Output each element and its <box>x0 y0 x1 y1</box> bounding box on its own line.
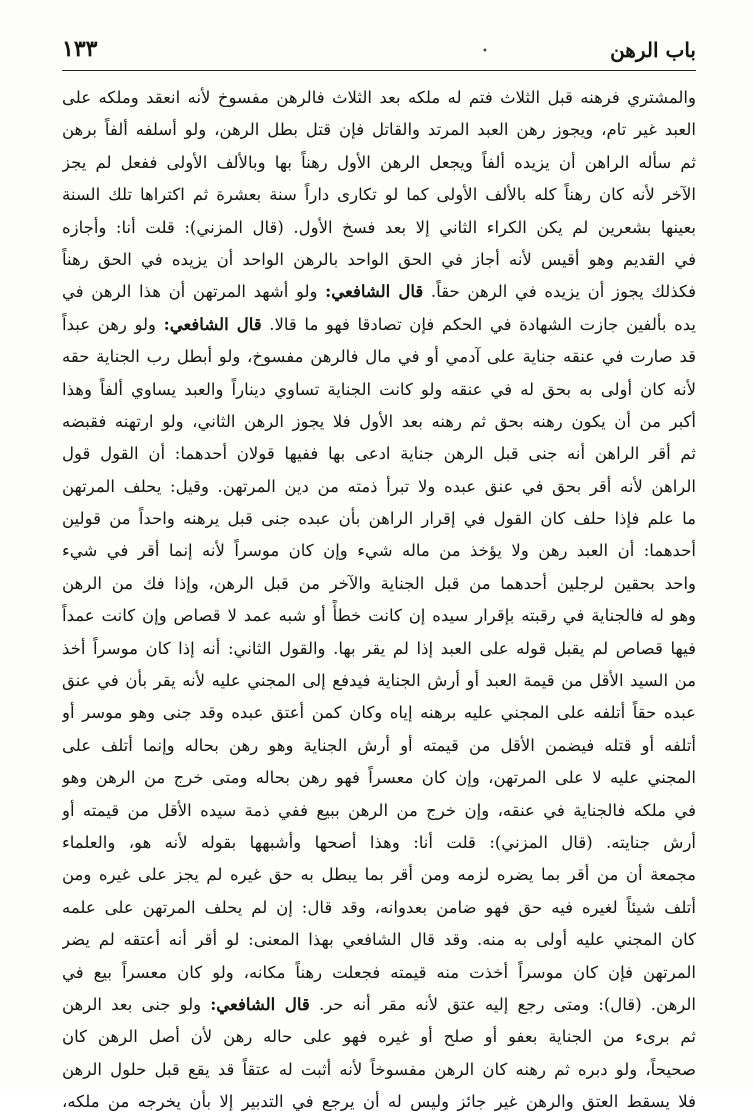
text-line: فلا يسقط العتق والرهن غير جائز وليس له أن يرجع في التدبير إلا بأن يخرجه من ملكه، <box>62 1092 696 1112</box>
text-line: صحيحاً، ولو دبره ثم رهنه كان الرهن مفسوخاً لأنه أثبت له عتقاً قد يقع قبل حلول الرهن <box>62 1059 696 1079</box>
text-line: من السيد الأقل من قيمة العبد أو أرش الجناية فيدفع إلى المجني عليه لأنه يقر بأن في عنق <box>62 671 696 691</box>
text-line: العبد غير تام، ويجوز رهن العبد المرتد والقاتل فإن قتل بطل الرهن، ولو أسلفه ألفاً برهن <box>62 120 696 140</box>
text-line: في القديم وهو أقيس لأنه أجاز في الحق الواحد بالرهن الواحد أن يزيده في الحق رهناً <box>62 249 696 269</box>
text-line: ثم أقر الراهن أنه جنى قبل الرهن جناية ادعى بها ففيها قولان أحدهما: أن القول قول <box>62 444 696 464</box>
speaker-attribution: قال الشافعي: <box>325 282 424 302</box>
speaker-attribution: قال الشافعي: <box>210 994 310 1014</box>
text-line: الآخر لأنه كان رهناً كله بالألف الأولى كما لو تكارى داراً سنة بعشرة ثم اكتراها تلك السنة <box>62 185 696 205</box>
page-number: ١٣٣ <box>62 36 98 62</box>
text-line: ما علم فإذا حلف كان القول في إقرار الراهن بأن عبده جنى قبل يرهنه واحداً من قولين <box>62 509 696 529</box>
text-line: أتلفه أو قتله فيضمن الأقل من قيمته أو أرش الجناية وهو رهن بحاله وإنما أتلف على <box>62 735 696 755</box>
text-line: يده بألفين جازت الشهادة في الحكم فإن تصادقا فهو ما قالا. قال الشافعي: ولو رهن عبداً <box>62 314 696 334</box>
dot-mark: • <box>482 46 488 57</box>
text-line: مجمعة أن من أقر بما يضره لزمه ومن أقر بما يبطل به حق غيره لم يجز على غيره ومن <box>62 865 696 885</box>
text-line: المرتهن فإن كان موسراً أخذت منه قيمته فجعلت رهناً مكانه، ولو كان معسراً بيع في <box>62 962 696 982</box>
text-line: فكذلك يجوز أن يزيده في الرهن حقاً. قال الشافعي: ولو أشهد المرتهن أن هذا الرهن في <box>62 282 696 302</box>
text-line: قد صارت في عنقه جناية على آدمي أو في مال فالرهن مفسوخ، ولو أبطل رب الجناية حقه <box>62 347 696 367</box>
text-line: الراهن لأنه أقر بحق في عنق عبده ولا تبرأ ذمته من دين المرتهن. وقيل: يحلف المرتهن <box>62 476 696 496</box>
text-line: فيها قصاص لم يقبل قوله على العبد إذا لم يقر بها. والقول الثاني: أنه إذا كان موسراً أخذ <box>62 638 696 658</box>
text-line: ثم برىء من الجناية بعفو أو صلح أو غيره فهو على حاله رهن لأن أصل الرهن كان <box>62 1027 696 1047</box>
text-line: أكبر من أن يكون رهنه بحق ثم رهنه بعد الأول فلا يجوز الرهن الثاني، ولو ارتهنه فقبضه <box>62 411 696 431</box>
speaker-attribution: قال الشافعي: <box>163 314 262 334</box>
text-body <box>62 82 696 1119</box>
text-line: لأنه كان أولى به بحق له في عنقه ولو كانت الجناية تساوي ديناراً والعبد يساوي ألفاً وهذا <box>62 379 696 399</box>
text-line: ثم سأله الراهن أن يزيده ألفاً ويجعل الرهن الأول رهناً بها وبالألف الأولى ففعل لم يجز <box>62 152 696 172</box>
text-line: كان المجني عليه أولى به منه. وقد قال الشافعي بهذا المعنى: لو أقر أنه أعتقه لم يضر <box>62 930 696 950</box>
page-header <box>62 36 696 66</box>
text-line: والمشتري فرهنه قبل الثلاث فتم له ملكه بعد الثلاث فالرهن مفسوخ لأنه انعقد وملكه على <box>62 88 696 107</box>
text-line: أحدهما: أن العبد رهن ولا يؤخذ من ماله شيء وإن كان موسراً لأنه إنما أقر في شيء <box>62 541 696 561</box>
chapter-title: باب الرهن <box>610 38 696 62</box>
text-line: أتلف شيئاً لغيره فيه حق فهو ضامن بعدوانه، وقد قال: إن لم يحلف المرتهن على علمه <box>62 897 696 917</box>
text-line: عبده حقاً أتلفه على المجني عليه برهنه إياه وكان كمن أعتق عبده وقد جنى وهو موسر أو <box>62 703 696 723</box>
text-line: واحد بحقين لرجلين أحدهما من قبل الجناية والآخر من قبل الرهن، وإذا فك من الرهن <box>62 573 696 593</box>
text-line: أرش جنايته. (قال المزني): قلت أنا: وهذا أصحها وأشبهها بقوله لأنه هو، والعلماء <box>62 832 696 852</box>
text-line: المجني عليه لا على المرتهن، وإن كان معسراً فهو رهن بحاله ومتى خرج من الرهن وهو <box>62 768 696 788</box>
text-line: بعينها بشعرين لم يكن الكراء الثاني إلا بعد فسخ الأول. (قال المزني): قلت أنا: وأجازه <box>62 217 696 237</box>
header-rule <box>62 70 696 71</box>
text-line: في ملكه فالجناية في عنقه، وإن خرج من الرهن ببيع ففي ذمة سيده الأقل من قيمته أو <box>62 800 696 820</box>
text-line: وهو له فالجناية في رقبته بإقرار سيده إن كانت خطأً أو شبه عمد لا قصاص وإن كانت عمداً <box>62 606 696 626</box>
text-line: الرهن. (قال): ومتى رجع إليه عتق لأنه مقر أنه حر. قال الشافعي: ولو جنى بعد الرهن <box>62 994 696 1014</box>
